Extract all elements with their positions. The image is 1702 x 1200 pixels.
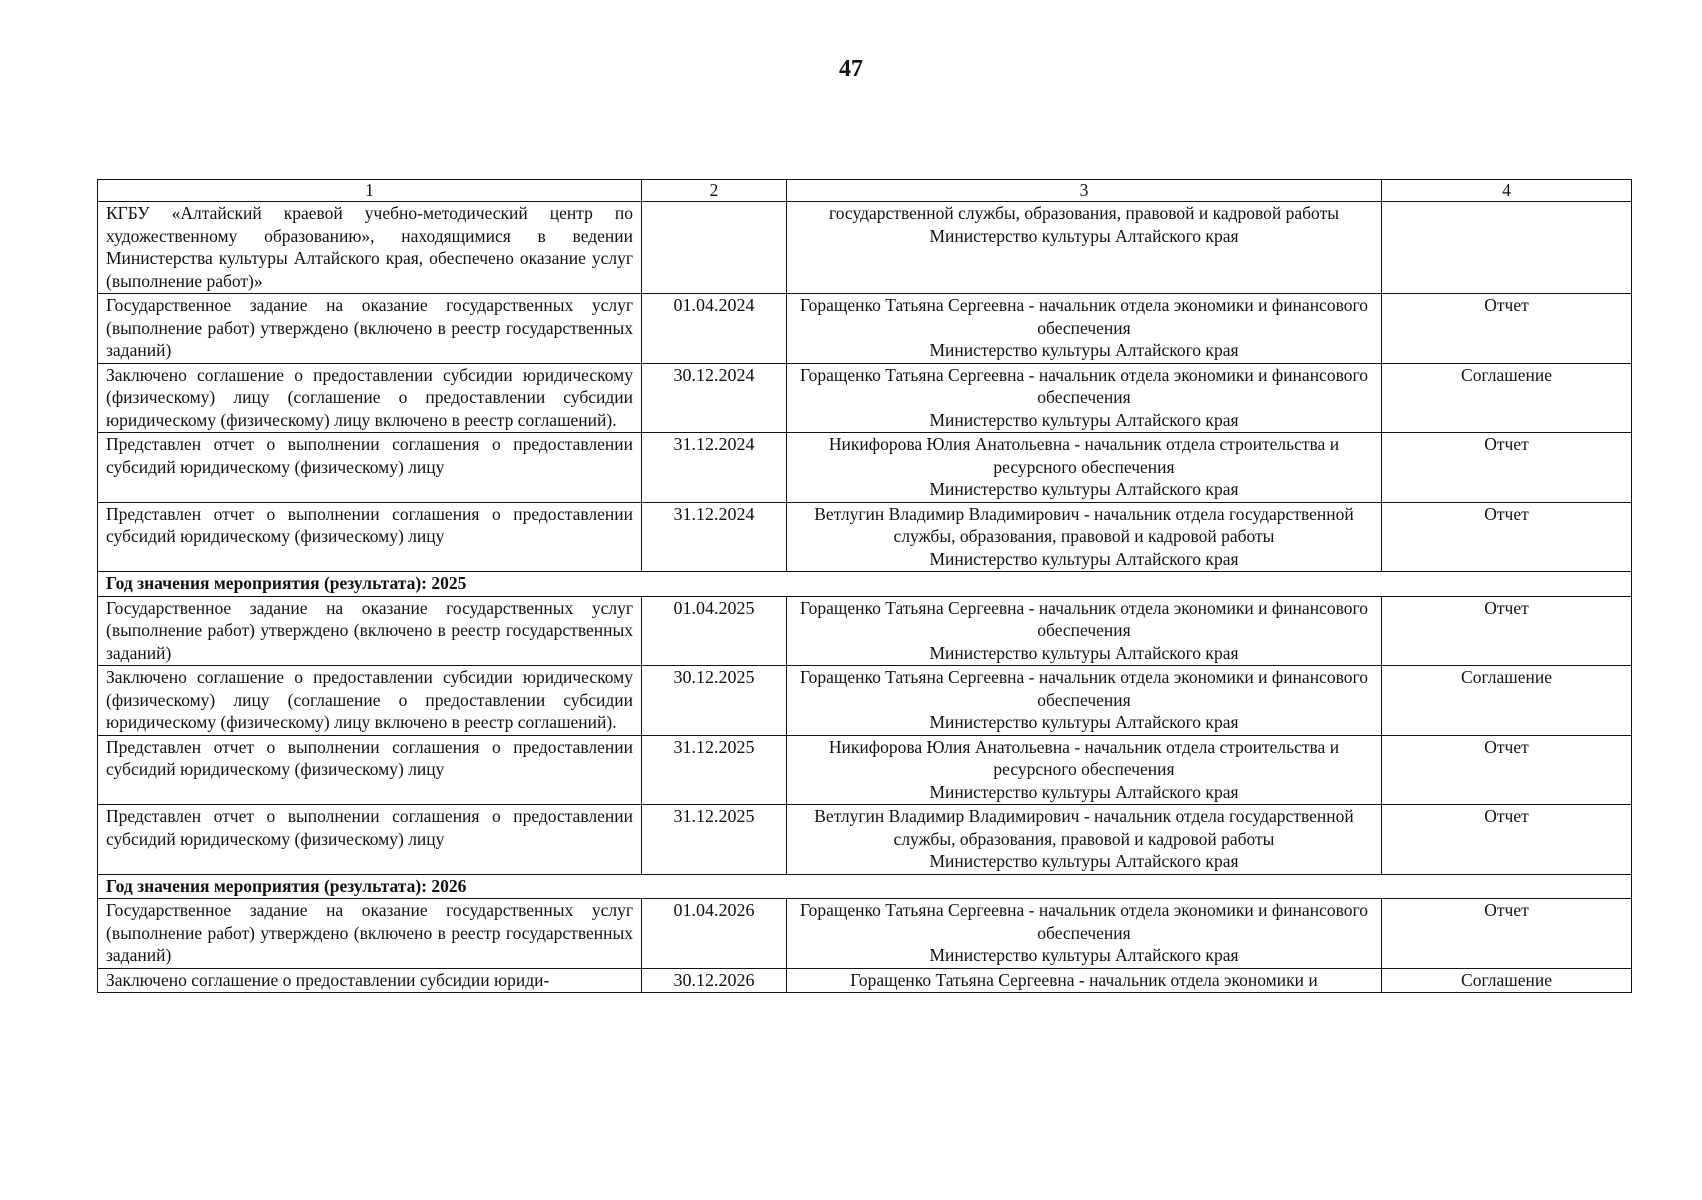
- table-row: [98, 735, 1632, 805]
- responsible-line: Министерство культуры Алтайского края: [929, 225, 1239, 246]
- responsible-line: Министерство культуры Алтайского края: [929, 340, 1239, 360]
- measure-description: Представлен отчет о выполнении соглашения о предоставлении субсидий юридическому (физическому) лицу: [98, 805, 642, 875]
- due-date: 01.04.2025: [642, 596, 787, 666]
- table-row: [98, 202, 1632, 294]
- document-type: Отчет: [1382, 294, 1632, 364]
- document-type: Отчет: [1382, 899, 1632, 969]
- responsible-person: [787, 666, 1382, 736]
- due-date: 01.04.2024: [642, 294, 787, 364]
- due-date: 30.12.2026: [642, 968, 787, 993]
- measure-description: Государственное задание на оказание государственных услуг (выполнение работ) утверждено (включено в реестр государственных заданий): [98, 294, 642, 364]
- column-header-2: 2: [642, 180, 787, 202]
- responsible-line: Никифорова Юлия Анатольевна - начальник отдела строительства и ресурсного обеспечения: [828, 736, 1340, 779]
- year-section-row: [98, 572, 1632, 597]
- responsible-person: [787, 899, 1382, 969]
- table-body: [98, 202, 1632, 993]
- responsible-line: Министерство культуры Алтайского края: [929, 851, 1239, 871]
- due-date: 30.12.2024: [642, 363, 787, 433]
- document-type: Соглашение: [1382, 666, 1632, 736]
- document-type: Отчет: [1382, 596, 1632, 666]
- responsible-line: Горащенко Татьяна Сергеевна - начальник отдела экономики и финансового обеспечения: [800, 667, 1368, 710]
- due-date: 31.12.2025: [642, 735, 787, 805]
- responsible-person: [787, 805, 1382, 875]
- table-row: [98, 805, 1632, 875]
- responsible-line: Министерство культуры Алтайского края: [929, 945, 1239, 965]
- responsible-line: Министерство культуры Алтайского края: [929, 642, 1239, 663]
- measures-table: [97, 179, 1632, 993]
- responsible-line: Министерство культуры Алтайского края: [929, 548, 1239, 569]
- document-type: Соглашение: [1382, 968, 1632, 993]
- measure-description: Государственное задание на оказание государственных услуг (выполнение работ) утверждено (включено в реестр государственных заданий): [98, 596, 642, 666]
- responsible-person: [787, 502, 1382, 572]
- due-date: 31.12.2024: [642, 433, 787, 503]
- responsible-line: Горащенко Татьяна Сергеевна - начальник отдела экономики и финансового обеспечения: [800, 295, 1368, 338]
- responsible-line: Ветлугин Владимир Владимирович - начальник отдела государственной службы, образования, правовой и кадровой работы: [814, 503, 1354, 546]
- responsible-person: [787, 596, 1382, 666]
- due-date: 30.12.2025: [642, 666, 787, 736]
- table-row: [98, 294, 1632, 364]
- responsible-person: [787, 202, 1382, 294]
- table-row: [98, 666, 1632, 736]
- responsible-line: Министерство культуры Алтайского края: [929, 409, 1239, 430]
- responsible-line: государственной службы, образования, правовой и кадровой работы: [829, 203, 1339, 223]
- responsible-line: Горащенко Татьяна Сергеевна - начальник отдела экономики и финансового обеспечения: [800, 900, 1368, 943]
- table-row: [98, 596, 1632, 666]
- measure-description: Заключено соглашение о предоставлении субсидии юридическому (физическому) лицу (соглашение о предоставлении субсидии юридическому (физическому) лицу включено в реестр соглашений).: [98, 666, 642, 736]
- column-header-4: 4: [1382, 180, 1632, 202]
- due-date: 31.12.2024: [642, 502, 787, 572]
- responsible-person: [787, 433, 1382, 503]
- document-type: Отчет: [1382, 502, 1632, 572]
- responsible-person: [787, 363, 1382, 433]
- measure-description: Представлен отчет о выполнении соглашения о предоставлении субсидий юридическому (физическому) лицу: [98, 502, 642, 572]
- table-row: [98, 899, 1632, 969]
- document-type: [1382, 202, 1632, 294]
- measure-description: КГБУ «Алтайский краевой учебно-методический центр по художественному образованию», находящимися в ведении Министерства культуры Алтайского края, обеспечено оказание услуг (выполнение работ)»: [98, 202, 642, 294]
- measure-description: Представлен отчет о выполнении соглашения о предоставлении субсидий юридическому (физическому) лицу: [98, 735, 642, 805]
- responsible-line: Горащенко Татьяна Сергеевна - начальник отдела экономики и: [850, 969, 1318, 990]
- table-header-row: [98, 180, 1632, 202]
- document-type: Отчет: [1382, 735, 1632, 805]
- responsible-person: [787, 968, 1382, 993]
- year-section-row: [98, 874, 1632, 899]
- measure-description: Представлен отчет о выполнении соглашения о предоставлении субсидий юридическому (физическому) лицу: [98, 433, 642, 503]
- responsible-line: Никифорова Юлия Анатольевна - начальник отдела строительства и ресурсного обеспечения: [828, 434, 1340, 477]
- table-row: [98, 433, 1632, 503]
- due-date: 01.04.2026: [642, 899, 787, 969]
- due-date: 31.12.2025: [642, 805, 787, 875]
- document-type: Отчет: [1382, 805, 1632, 875]
- table-row: [98, 502, 1632, 572]
- year-section-heading: Год значения мероприятия (результата): 2026: [98, 874, 1632, 899]
- responsible-line: Министерство культуры Алтайского края: [929, 781, 1239, 802]
- responsible-line: Министерство культуры Алтайского края: [929, 479, 1239, 499]
- page-number: 47: [839, 56, 863, 82]
- year-section-heading: Год значения мероприятия (результата): 2025: [98, 572, 1632, 597]
- responsible-line: Министерство культуры Алтайского края: [929, 712, 1239, 732]
- measure-description: Заключено соглашение о предоставлении субсидии юриди-: [98, 968, 642, 993]
- due-date: [642, 202, 787, 294]
- column-header-1: 1: [98, 180, 642, 202]
- measure-description: Государственное задание на оказание государственных услуг (выполнение работ) утверждено (включено в реестр государственных заданий): [98, 899, 642, 969]
- column-header-3: 3: [787, 180, 1382, 202]
- responsible-line: Ветлугин Владимир Владимирович - начальник отдела государственной службы, образования, правовой и кадровой работы: [814, 806, 1354, 849]
- responsible-line: Горащенко Татьяна Сергеевна - начальник отдела экономики и финансового обеспечения: [800, 597, 1368, 640]
- document-type: Отчет: [1382, 433, 1632, 503]
- table-row: [98, 363, 1632, 433]
- responsible-person: [787, 294, 1382, 364]
- measure-description: Заключено соглашение о предоставлении субсидии юридическому (физическому) лицу (соглашение о предоставлении субсидии юридическому (физическому) лицу включено в реестр соглашений).: [98, 363, 642, 433]
- responsible-person: [787, 735, 1382, 805]
- responsible-line: Горащенко Татьяна Сергеевна - начальник отдела экономики и финансового обеспечения: [800, 364, 1368, 407]
- table-row: [98, 968, 1632, 993]
- document-type: Соглашение: [1382, 363, 1632, 433]
